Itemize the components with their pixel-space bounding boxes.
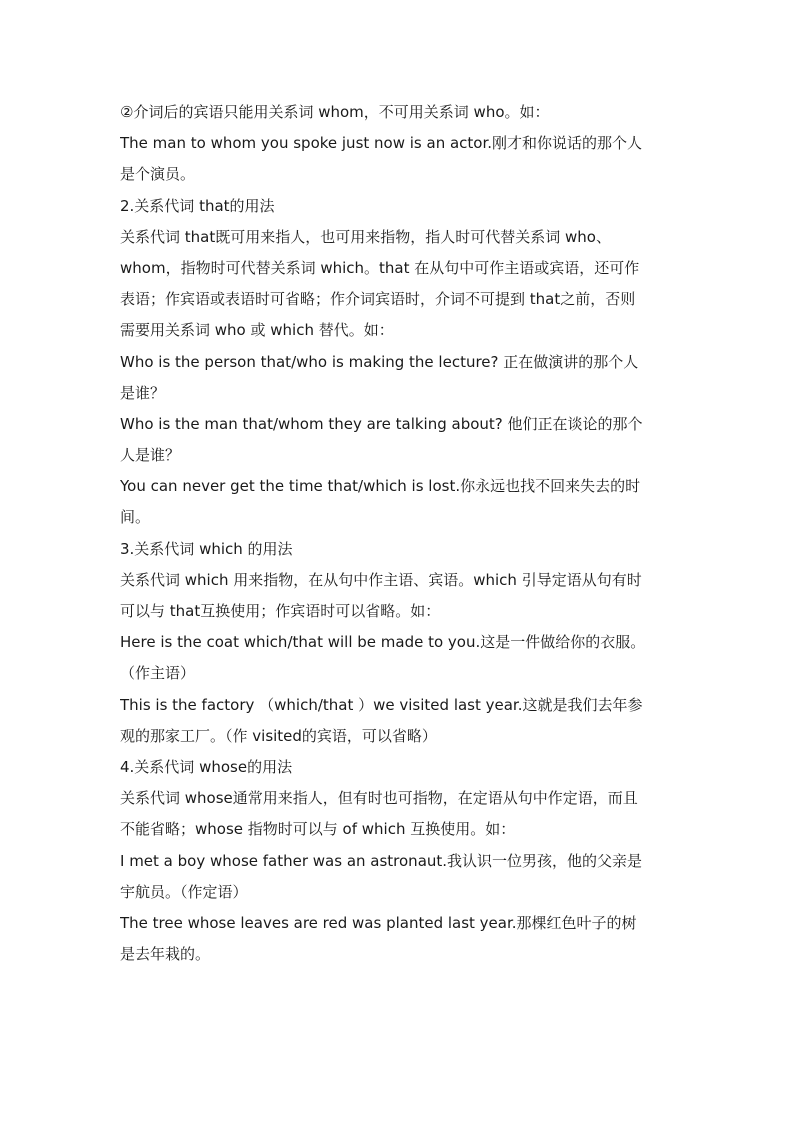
text-line: You can never get the time that/which is lost.你永远也找不回来失去的时 <box>120 477 641 496</box>
text-line: 宇航员。（作定语） <box>120 882 248 901</box>
text-line: （作主语） <box>120 664 196 683</box>
text-line: I met a boy whose father was an astronaut.我认识一位男孩，他的父亲是 <box>120 851 643 870</box>
text-line: Who is the person that/who is making the lecture? 正在做演讲的那个人 <box>120 352 639 371</box>
text-line: 是去年栽的。 <box>120 945 211 964</box>
text-line: 观的那家工厂。（作 visited的宾语，可以省略） <box>120 726 437 745</box>
text-line: 人是谁？ <box>120 446 181 465</box>
text-line: 不能省略；whose 指物时可以与 of which 互换使用。如： <box>120 820 516 839</box>
text-line: The tree whose leaves are red was planted last year.那棵红色叶子的树 <box>120 913 637 932</box>
document-body <box>120 97 680 970</box>
text-line: The man to whom you spoke just now is an actor.刚才和你说话的那个人 <box>120 134 643 153</box>
text-line: 间。 <box>120 508 151 527</box>
text-line: Who is the man that/whom they are talking about? 他们正在谈论的那个 <box>120 414 643 433</box>
text-line: 需要用关系词 who 或 which 替代。如： <box>120 321 394 340</box>
text-line: 表语；作宾语或表语时可省略；作介词宾语时，介词不可提到 that之前，否则 <box>120 290 636 309</box>
text-line: This is the factory （which/that ）we visited last year.这就是我们去年参 <box>120 695 643 714</box>
text-line: 是谁？ <box>120 383 166 402</box>
section-heading: 2.关系代词 that的用法 <box>120 196 275 215</box>
text-line: Here is the coat which/that will be made to you.这是一件做给你的衣服。 <box>120 633 646 652</box>
text-line: whom，指物时可代替关系词 which。that 在从句中可作主语或宾语，还可作 <box>120 258 640 277</box>
text-line: 关系代词 whose通常用来指人，但有时也可指物，在定语从句中作定语，而且 <box>120 789 638 808</box>
section-heading: 3.关系代词 which 的用法 <box>120 539 293 558</box>
section-heading: 4.关系代词 whose的用法 <box>120 757 293 776</box>
text-line: 可以与 that互换使用；作宾语时可以省略。如： <box>120 602 441 620</box>
text-line: 关系代词 which 用来指物，在从句中作主语、宾语。which 引导定语从句有时 <box>120 570 642 589</box>
text-line: 关系代词 that既可用来指人，也可用来指物，指人时可代替关系词 who、 <box>120 227 611 246</box>
text-line: ②介词后的宾语只能用关系词 whom，不可用关系词 who。如： <box>120 103 550 121</box>
text-line: 是个演员。 <box>120 165 196 184</box>
